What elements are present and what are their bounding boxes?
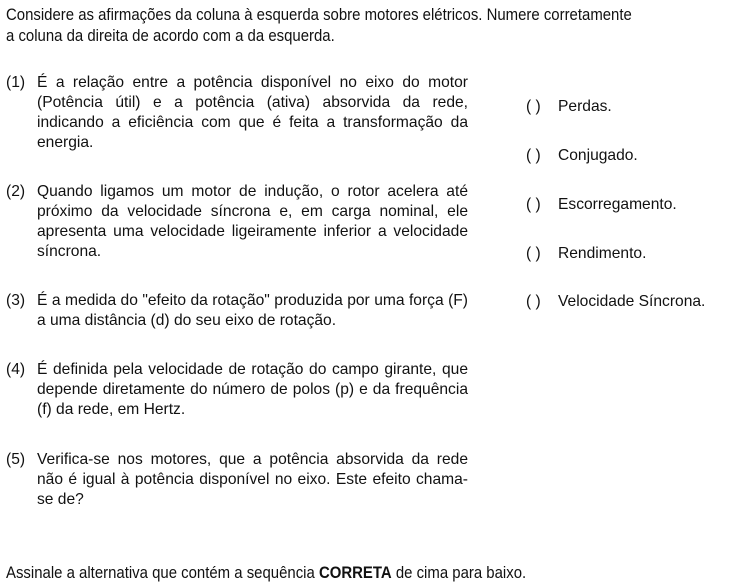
statement-4 [6, 360, 468, 420]
option-label: Rendimento. [558, 245, 647, 262]
statement-text: É a relação entre a potência disponível no eixo do motor (Potência útil) e a potência (ativa) absorvida da rede, indicando a eficiência com que é feita a transformação da energia. [37, 74, 468, 151]
instruction-text-before: Assinale a alternativa que contém a sequência [6, 564, 319, 582]
statement-number: (5) [6, 451, 26, 468]
blank-parentheses: ( ) [526, 196, 541, 213]
option-label: Conjugado. [558, 147, 638, 164]
statement-number: (4) [6, 361, 26, 378]
statement-2 [6, 182, 468, 262]
statement-5 [6, 450, 468, 510]
statement-text: Quando ligamos um motor de indução, o rotor acelera até próximo da velocidade síncrona e, em carga nominal, ele apresenta uma velocidade ligeiramente inferior a velocidade síncrona. [37, 183, 468, 260]
statement-number: (3) [6, 292, 26, 309]
statement-1 [6, 73, 468, 153]
option-rendimento [526, 244, 646, 264]
instruction-text-after: de cima para baixo. [391, 564, 527, 582]
statement-text: É a medida do "efeito da rotação" produzida por uma força (F) a uma distância (d) do seu eixo de rotação. [37, 292, 468, 329]
statement-number: (1) [6, 74, 26, 91]
option-label: Escorregamento. [558, 196, 677, 213]
statement-3 [6, 291, 468, 331]
statement-text: Verifica-se nos motores, que a potência absorvida da rede não é igual à potência disponível no eixo. Este efeito chama-se de? [37, 451, 468, 508]
option-perdas [526, 97, 612, 117]
option-label: Velocidade Síncrona. [558, 293, 706, 310]
intro-line-1: Considere as afirmações da coluna à esquerda sobre motores elétricos. Numere corretamente [6, 6, 632, 24]
question-intro [6, 5, 679, 47]
intro-line-2: a coluna da direita de acordo com a da esquerda. [6, 27, 335, 45]
option-escorregamento [526, 195, 677, 215]
blank-parentheses: ( ) [526, 147, 541, 164]
statement-text: É definida pela velocidade de rotação do campo girante, que depende diretamente do número de polos (p) e da frequência (f) da rede, em Hertz. [37, 361, 468, 418]
blank-parentheses: ( ) [526, 293, 541, 310]
blank-parentheses: ( ) [526, 245, 541, 262]
option-label: Perdas. [558, 98, 612, 115]
option-conjugado [526, 146, 638, 166]
statement-number: (2) [6, 183, 26, 200]
answer-instruction [6, 563, 526, 584]
blank-parentheses: ( ) [526, 98, 541, 115]
option-velocidade-sincrona [526, 292, 705, 312]
instruction-emphasis: CORRETA [318, 564, 392, 582]
